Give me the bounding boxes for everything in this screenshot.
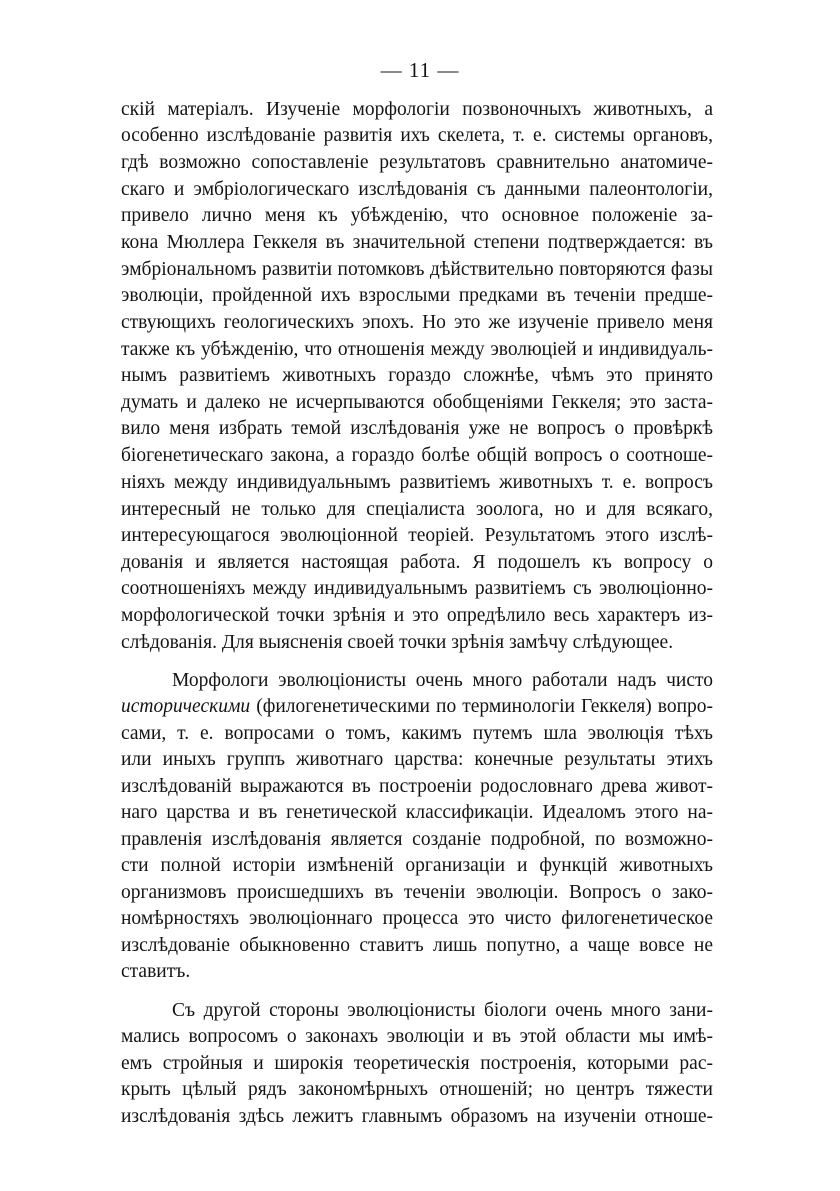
text-line: номѣрностяхъ эволюціоннаго процесса это чисто филогенетическое [121, 908, 713, 929]
text-line: соотношеніяхъ между индивидуальнымъ развитіемъ съ эволюціонно- [121, 578, 713, 599]
text-line: или иныхъ группъ животнаго царства: конечные результаты этихъ [121, 749, 713, 770]
text-line: слѣдованія. Для выясненія своей точки зрѣнія замѣчу слѣдующее. [121, 632, 674, 653]
text-fragment: (филогенетическими по терминологіи Геккеля) вопро- [256, 696, 714, 717]
text-line: также къ убѣжденію, что отношенія между эволюціей и индивидуаль- [121, 339, 713, 360]
text-line: изслѣдованія здѣсь лежитъ главнымъ образомъ на изученіи отноше- [121, 1106, 713, 1127]
page-number: — 11 — [380, 58, 460, 82]
text-line: думать и далеко не исчерпываются обобщеніями Геккеля; это заста- [121, 392, 713, 413]
text-line: ніяхъ между индивидуальнымъ развитіемъ животныхъ т. е. вопросъ [121, 472, 713, 493]
text-line: кона Мюллера Геккеля въ значительной степени подтверждается: въ [121, 232, 713, 253]
text-line: морфологической точки зрѣнія и это опредѣлило весь характеръ из- [121, 605, 713, 626]
text-line [121, 694, 713, 720]
text-line: скаго и эмбріологическаго изслѣдованія съ данными палеонтологіи, [121, 179, 713, 200]
text-line: сами, т. е. вопросами о томъ, какимъ путемъ шла эволюція тѣхъ [121, 723, 713, 744]
text-line: сти полной исторіи измѣненій организаціи и функцій животныхъ [121, 855, 713, 876]
text-line: вило меня избрать темой изслѣдованія уже не вопросъ о провѣркѣ [121, 418, 713, 439]
text-line: Морфологи эволюціонисты очень много работали надъ чисто [172, 670, 713, 691]
text-line: привело лично меня къ убѣжденію, что основное положеніе за- [121, 205, 713, 226]
text-line: емъ стройныя и широкія теоретическія построенія, которыми рас- [121, 1053, 713, 1074]
text-line: нымъ развитіемъ животныхъ гораздо сложнѣе, чѣмъ это принято [121, 365, 713, 386]
text-line: ставитъ. [121, 961, 191, 982]
text-line: изслѣдованіе обыкновенно ставитъ лишь попутно, а чаще вовсе не [121, 935, 713, 956]
emphasized-word: историческими [121, 696, 251, 717]
text-line: скій матеріалъ. Изученіе морфологіи позвоночныхъ животныхъ, а [121, 99, 713, 120]
text-line: мались вопросомъ о законахъ эволюціи и въ этой области мы имѣ- [121, 1026, 713, 1047]
text-line: организмовъ происшедшихъ въ теченіи эволюціи. Вопросъ о зако- [121, 882, 713, 903]
text-line: изслѣдованій выражаются въ построеніи родословнаго древа живот- [121, 776, 713, 797]
text-line: правленія изслѣдованія является созданіе подробной, по возможно- [121, 829, 713, 850]
text-line: Съ другой стороны эволюціонисты біологи очень много зани- [172, 1000, 713, 1021]
text-line: интересующагося эволюціонной теоріей. Результатомъ этого изслѣ- [121, 525, 713, 546]
text-line: біогенетическаго закона, а гораздо болѣе общій вопросъ о соотноше- [121, 445, 713, 466]
text-line: эволюціи, пройденной ихъ взрослыми предками въ теченіи предше- [121, 285, 713, 306]
text-line: крыть цѣлый рядъ закономѣрныхъ отношеній; но центръ тяжести [121, 1079, 713, 1100]
text-line: ствующихъ геологическихъ эпохъ. Но это же изученіе привело меня [121, 312, 713, 333]
text-line: дованія и является настоящая работа. Я подошелъ къ вопросу о [121, 552, 713, 573]
text-line: эмбріональномъ развитіи потомковъ дѣйствительно повторяются фазы [121, 259, 713, 280]
text-line: интересный не только для спеціалиста зоолога, но и для всякаго, [121, 499, 713, 520]
text-line: особенно изслѣдованіе развитія ихъ скелета, т. е. системы органовъ, [121, 125, 713, 146]
text-line: наго царства и въ генетической классификаціи. Идеаломъ этого на- [121, 802, 713, 823]
text-line: гдѣ возможно сопоставленіе результатовъ сравнительно анатомиче- [121, 152, 713, 173]
